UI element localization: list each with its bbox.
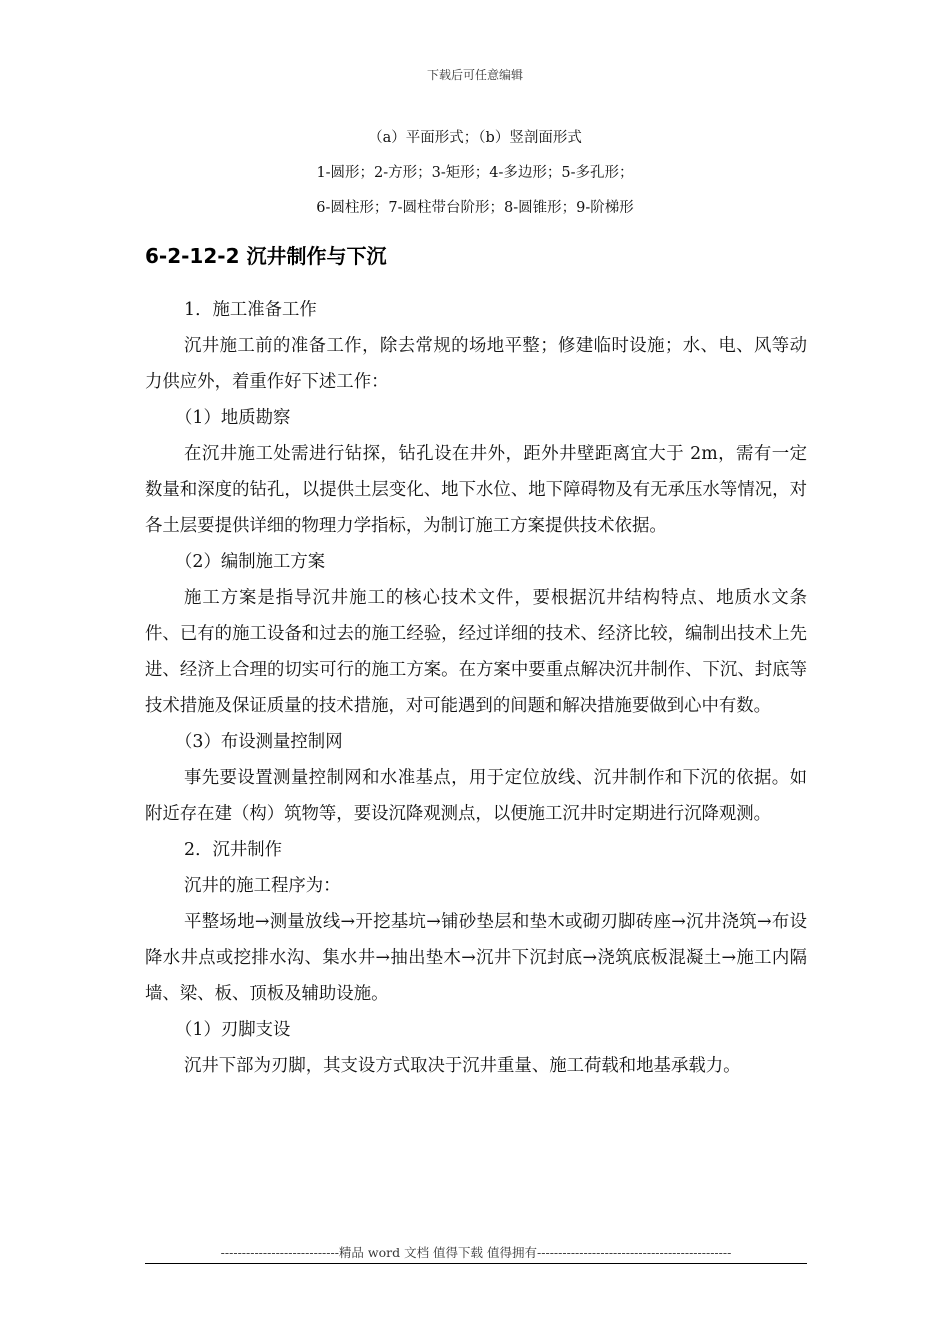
sub-heading: （1）刃脚支设: [175, 1020, 291, 1040]
sub-heading: （2）编制施工方案: [175, 552, 326, 572]
paragraph: 沉井下部为刃脚，其支设方式取决于沉井重量、施工荷载和地基承载力。: [184, 1056, 741, 1076]
sub-heading: （3）布设测量控制网: [175, 732, 343, 752]
figure-caption-line: 6-圆柱形；7-圆柱带台阶形；8-圆锥形；9-阶梯形: [316, 200, 634, 216]
page-header: 下载后可任意编辑: [426, 68, 523, 82]
figure-caption-line: 1-圆形；2-方形；3-矩形；4-多边形；5-多孔形；: [316, 165, 634, 181]
paragraph: 沉井施工前的准备工作，除去常规的场地平整；修建临时设施；水、电、风等动力供应外，着重作好下述工作：: [145, 336, 807, 392]
paragraph: 沉井的施工程序为：: [184, 876, 341, 896]
numbered-heading: 2．沉井制作: [184, 840, 283, 860]
figure-caption-line: （a）平面形式；（b）竖剖面形式: [368, 130, 582, 146]
paragraph: 在沉井施工处需进行钻探，钻孔设在井外，距外井壁距离宜大于 2m，需有一定数量和深度的钻孔，以提供土层变化、地下水位、地下障碍物及有无承压水等情况，对各土层要提供详细的物理力学指标，为制订施工方案提供技术依据。: [145, 444, 807, 536]
numbered-heading: 1．施工准备工作: [184, 300, 317, 320]
paragraph: 平整场地→测量放线→开挖基坑→铺砂垫层和垫木或砌刃脚砖座→沉井浇筑→布设降水井点或挖排水沟、集水井→抽出垫木→沉井下沉封底→浇筑底板混凝土→施工内隔墙、梁、板、顶板及辅助设施。: [145, 912, 807, 1004]
paragraph: 施工方案是指导沉井施工的核心技术文件，要根据沉井结构特点、地质水文条件、已有的施工设备和过去的施工经验，经过详细的技术、经济比较，编制出技术上先进、经济上合理的切实可行的施工方案。在方案中要重点解决沉井制作、下沉、封底等技术措施及保证质量的技术措施，对可能遇到的间题和解决措施要做到心中有数。: [145, 588, 807, 716]
section-heading: 6-2-12-2 沉井制作与下沉: [145, 244, 387, 268]
document-body: [145, 292, 807, 1084]
footer-divider: [145, 1263, 807, 1264]
page-footer: ----------------------------精品 word 文档 值得下载 值得拥有----------------------------------------------: [220, 1245, 732, 1260]
sub-heading: （1）地质勘察: [175, 408, 291, 428]
paragraph: 事先要设置测量控制网和水准基点，用于定位放线、沉井制作和下沉的依据。如附近存在建（构）筑物等，要设沉降观测点，以便施工沉井时定期进行沉降观测。: [145, 768, 807, 824]
